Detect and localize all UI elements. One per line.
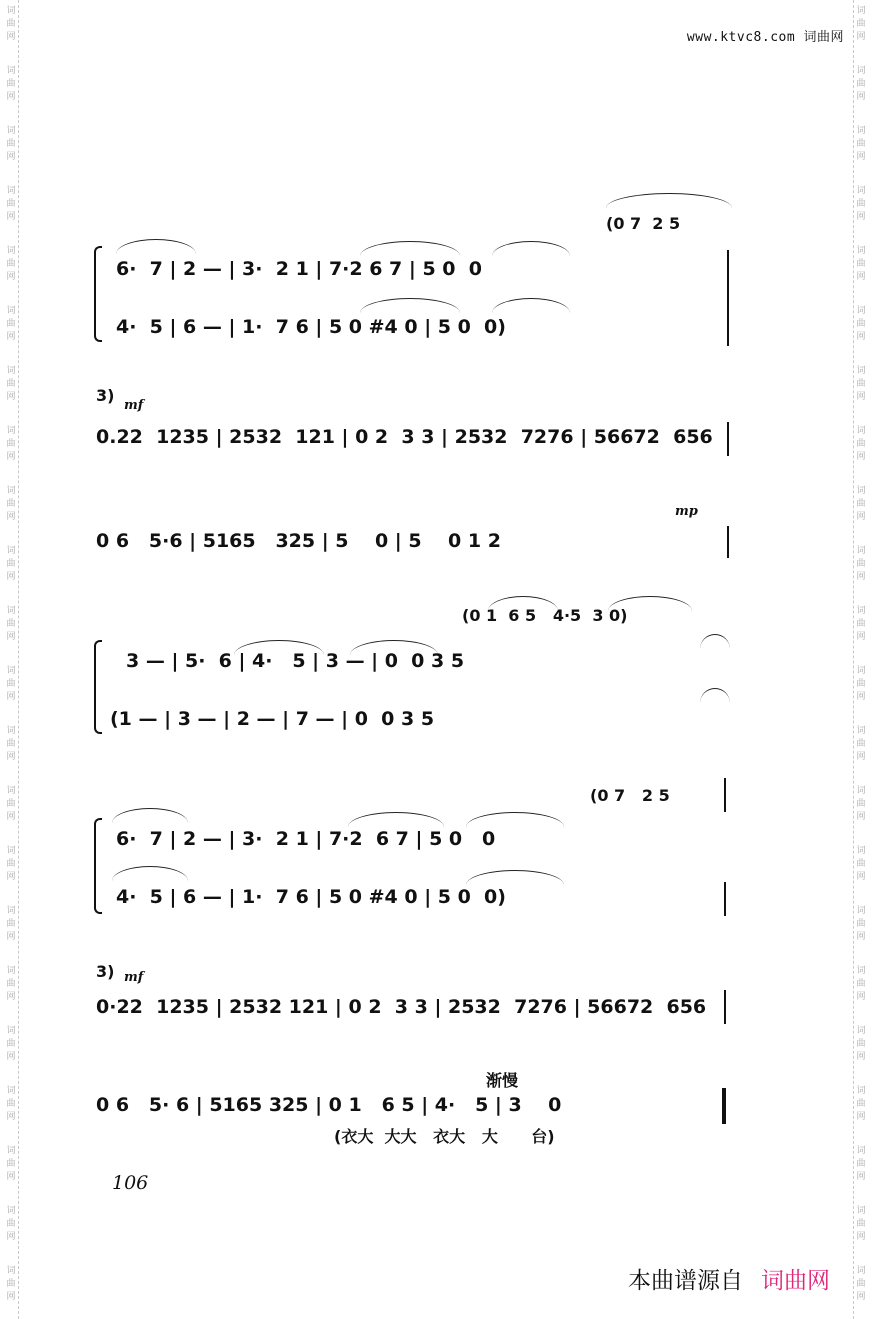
side-watermark-glyph: 曲	[6, 439, 16, 449]
side-watermark-glyph: 网	[6, 452, 16, 462]
side-watermark-glyph: 曲	[856, 79, 866, 89]
side-watermark-glyph: 网	[6, 512, 16, 522]
side-watermark-glyph: 网	[856, 152, 866, 162]
side-watermark-glyph: 网	[856, 272, 866, 282]
bracket-line-1: (0 7 2 5	[606, 214, 681, 233]
side-watermark-glyph: 网	[856, 992, 866, 1002]
side-watermark-glyph: 词	[856, 6, 866, 16]
side-watermark-glyph: 曲	[856, 1039, 866, 1049]
side-watermark-glyph: 曲	[856, 379, 866, 389]
slur	[348, 812, 444, 827]
side-watermark-glyph: 词	[6, 1146, 16, 1156]
side-watermark-glyph: 词	[856, 1266, 866, 1276]
bracket-line-5: (0 7 2 5	[590, 786, 670, 805]
side-watermark-glyph: 曲	[6, 679, 16, 689]
side-watermark-glyph: 网	[856, 1232, 866, 1242]
side-watermark-glyph: 词	[856, 786, 866, 796]
side-watermark-glyph: 曲	[6, 79, 16, 89]
side-watermark-glyph: 曲	[856, 739, 866, 749]
side-watermark-glyph: 词	[856, 246, 866, 256]
side-watermark-glyph: 网	[6, 1052, 16, 1062]
bracket-line-4: (0 1 6 5 4·5 3 0)	[462, 606, 628, 625]
side-watermark-glyph: 词	[856, 1026, 866, 1036]
side-watermark-glyph: 词	[6, 966, 16, 976]
side-watermark-glyph: 词	[856, 1086, 866, 1096]
side-watermark-glyph: 曲	[856, 799, 866, 809]
side-watermark-glyph: 词	[856, 846, 866, 856]
side-watermark-glyph: 网	[6, 692, 16, 702]
barline	[727, 422, 729, 456]
side-watermark-glyph: 曲	[6, 319, 16, 329]
side-watermark-glyph: 曲	[856, 319, 866, 329]
page-number: 106	[112, 1172, 149, 1194]
side-watermark-glyph: 词	[6, 726, 16, 736]
side-watermark-glyph: 网	[856, 812, 866, 822]
side-watermark-glyph: 词	[6, 666, 16, 676]
side-watermark-glyph: 网	[856, 572, 866, 582]
side-watermark-glyph: 曲	[6, 1039, 16, 1049]
side-watermark-glyph: 网	[856, 392, 866, 402]
percussion-lyrics: (衣大 大大 衣大 大 台)	[334, 1127, 555, 1146]
side-watermark-glyph: 网	[6, 92, 16, 102]
melody-line-7: 0 6 5· 6 | 5165 325 | 0 1 6 5 | 4· 5 | 3 0	[96, 1094, 562, 1116]
left-margin-strip	[4, 0, 19, 1319]
side-watermark-glyph: 网	[856, 92, 866, 102]
footer-brand-link[interactable]: 词曲网	[761, 1268, 830, 1294]
side-watermark-glyph: 网	[6, 572, 16, 582]
melody-line-3: 0 6 5·6 | 5165 325 | 5 0 | 5 0 1 2	[96, 530, 501, 552]
side-watermark-glyph: 曲	[6, 499, 16, 509]
side-watermark-glyph: 词	[6, 306, 16, 316]
side-watermark-glyph: 曲	[856, 1219, 866, 1229]
side-watermark-glyph: 词	[6, 1206, 16, 1216]
side-watermark-glyph: 词	[856, 186, 866, 196]
side-watermark-glyph: 网	[6, 812, 16, 822]
side-watermark-glyph: 曲	[856, 259, 866, 269]
side-watermark-glyph: 词	[856, 1146, 866, 1156]
lower-voice-1: 4· 5 | 6 — | 1· 7 6 | 5 0 #4 0 | 5 0 0)	[116, 316, 506, 338]
slur	[360, 298, 460, 313]
pickup-2: 3)	[96, 386, 115, 405]
slur	[116, 239, 196, 254]
side-watermark-glyph: 曲	[6, 19, 16, 29]
side-watermark-glyph: 曲	[856, 679, 866, 689]
barline	[724, 990, 726, 1024]
side-watermark-glyph: 网	[6, 152, 16, 162]
side-watermark-glyph: 曲	[6, 919, 16, 929]
staff-brace	[94, 640, 102, 734]
upper-voice-5: 6· 7 | 2 — | 3· 2 1 | 7·2 6 7 | 5 0 0	[116, 828, 496, 850]
side-watermark-glyph: 词	[856, 546, 866, 556]
dynamic-mp: mp	[675, 504, 698, 519]
side-watermark-glyph: 曲	[856, 859, 866, 869]
side-watermark-glyph: 词	[6, 546, 16, 556]
side-watermark-glyph: 词	[6, 1266, 16, 1276]
side-watermark-glyph: 词	[6, 66, 16, 76]
side-watermark-glyph: 网	[856, 1292, 866, 1302]
side-watermark-glyph: 词	[856, 486, 866, 496]
side-watermark-glyph: 词	[6, 186, 16, 196]
side-watermark-glyph: 网	[6, 992, 16, 1002]
side-watermark-glyph: 曲	[856, 979, 866, 989]
side-watermark-glyph: 曲	[6, 259, 16, 269]
slur	[360, 241, 460, 256]
slur	[112, 866, 188, 881]
dynamic-mf-1: mf	[124, 398, 144, 413]
side-watermark-glyph: 网	[6, 1292, 16, 1302]
side-watermark-glyph: 词	[6, 846, 16, 856]
lower-voice-5: 4· 5 | 6 — | 1· 7 6 | 5 0 #4 0 | 5 0 0)	[116, 886, 506, 908]
slur	[112, 808, 188, 823]
side-watermark-glyph: 网	[6, 1172, 16, 1182]
side-watermark-glyph: 词	[856, 606, 866, 616]
side-watermark-glyph: 词	[856, 906, 866, 916]
side-watermark-glyph: 网	[856, 1052, 866, 1062]
staff-brace	[94, 818, 102, 914]
staff-brace	[94, 246, 102, 342]
upper-voice-1: 6· 7 | 2 — | 3· 2 1 | 7·2 6 7 | 5 0 0	[116, 258, 482, 280]
side-watermark-glyph: 网	[856, 332, 866, 342]
side-watermark-glyph: 词	[856, 66, 866, 76]
footer-credit	[628, 1262, 830, 1295]
side-watermark-glyph: 曲	[6, 1219, 16, 1229]
barline	[724, 778, 726, 812]
right-margin-strip	[853, 0, 868, 1319]
side-watermark-glyph: 网	[856, 932, 866, 942]
side-watermark-glyph: 网	[6, 392, 16, 402]
side-watermark-glyph: 词	[856, 666, 866, 676]
side-watermark-glyph: 词	[856, 126, 866, 136]
side-watermark-glyph: 词	[6, 1086, 16, 1096]
side-watermark-glyph: 词	[6, 366, 16, 376]
side-watermark-glyph: 曲	[856, 499, 866, 509]
barline	[724, 882, 726, 916]
tempo-marking: 渐慢	[486, 1071, 519, 1090]
side-watermark-glyph: 网	[856, 32, 866, 42]
side-watermark-glyph: 词	[856, 726, 866, 736]
side-watermark-glyph: 曲	[6, 619, 16, 629]
side-watermark-glyph: 曲	[6, 1159, 16, 1169]
side-watermark-glyph: 曲	[6, 1099, 16, 1109]
side-watermark-glyph: 曲	[6, 1279, 16, 1289]
side-watermark-glyph: 曲	[856, 559, 866, 569]
side-watermark-glyph: 曲	[856, 619, 866, 629]
pickup-6: 3)	[96, 962, 115, 981]
side-watermark-glyph: 网	[6, 332, 16, 342]
side-watermark-glyph: 网	[856, 212, 866, 222]
side-watermark-glyph: 网	[6, 872, 16, 882]
side-watermark-glyph: 词	[856, 1206, 866, 1216]
side-watermark-glyph: 词	[6, 6, 16, 16]
slur	[466, 812, 564, 827]
melody-line-6: 0·22 1235 | 2532 121 | 0 2 3 3 | 2532 7276 | 56672 656	[96, 996, 707, 1018]
barline	[727, 526, 729, 558]
footer-source: 本曲谱源自	[628, 1268, 743, 1294]
site-url[interactable]: www.ktvc8.com 词曲网	[686, 30, 844, 45]
side-watermark-glyph: 网	[6, 1232, 16, 1242]
side-watermark-glyph: 网	[856, 1172, 866, 1182]
side-watermark-glyph: 词	[6, 606, 16, 616]
side-watermark-glyph: 词	[6, 246, 16, 256]
side-watermark-glyph: 词	[6, 1026, 16, 1036]
side-watermark-glyph: 词	[6, 906, 16, 916]
side-watermark-glyph: 曲	[856, 1099, 866, 1109]
side-watermark-glyph: 曲	[856, 199, 866, 209]
side-watermark-glyph: 曲	[856, 439, 866, 449]
dynamic-mf-2: mf	[124, 970, 144, 985]
side-watermark-glyph: 词	[6, 786, 16, 796]
side-watermark-glyph: 曲	[6, 379, 16, 389]
slur	[492, 298, 570, 313]
side-watermark-glyph: 网	[6, 32, 16, 42]
side-watermark-glyph: 曲	[856, 19, 866, 29]
side-watermark-glyph: 词	[856, 366, 866, 376]
barline	[727, 250, 729, 346]
side-watermark-glyph: 曲	[6, 139, 16, 149]
side-watermark-glyph: 曲	[6, 559, 16, 569]
side-watermark-glyph: 曲	[856, 1159, 866, 1169]
side-watermark-glyph: 网	[856, 692, 866, 702]
side-watermark-glyph: 网	[856, 1112, 866, 1122]
slur	[466, 870, 564, 885]
side-watermark-glyph: 网	[856, 512, 866, 522]
slur	[700, 688, 730, 703]
side-watermark-glyph: 曲	[6, 799, 16, 809]
side-watermark-glyph: 曲	[6, 979, 16, 989]
lower-voice-4: (1 — | 3 — | 2 — | 7 — | 0 0 3 5	[110, 708, 435, 730]
side-watermark-glyph: 网	[6, 1112, 16, 1122]
side-watermark-glyph: 网	[6, 932, 16, 942]
side-watermark-glyph: 词	[6, 486, 16, 496]
side-watermark-glyph: 网	[6, 212, 16, 222]
slur	[606, 193, 732, 208]
side-watermark-glyph: 曲	[6, 739, 16, 749]
side-watermark-glyph: 网	[856, 452, 866, 462]
side-watermark-glyph: 网	[856, 752, 866, 762]
side-watermark-glyph: 网	[856, 872, 866, 882]
side-watermark-glyph: 曲	[6, 859, 16, 869]
final-barline	[722, 1088, 726, 1124]
side-watermark-glyph: 词	[6, 126, 16, 136]
side-watermark-glyph: 网	[6, 272, 16, 282]
side-watermark-glyph: 曲	[856, 919, 866, 929]
side-watermark-glyph: 曲	[856, 139, 866, 149]
melody-line-2: 0.22 1235 | 2532 121 | 0 2 3 3 | 2532 7276 | 56672 656	[96, 426, 713, 448]
upper-voice-4: 3 — | 5· 6 | 4· 5 | 3 — | 0 0 3 5	[126, 650, 465, 672]
side-watermark-glyph: 网	[856, 632, 866, 642]
side-watermark-glyph: 网	[6, 632, 16, 642]
side-watermark-glyph: 词	[856, 966, 866, 976]
side-watermark-glyph: 词	[856, 306, 866, 316]
side-watermark-glyph: 曲	[6, 199, 16, 209]
side-watermark-glyph: 词	[6, 426, 16, 436]
side-watermark-glyph: 曲	[856, 1279, 866, 1289]
side-watermark-glyph: 词	[856, 426, 866, 436]
slur	[700, 634, 730, 649]
slur	[492, 241, 570, 256]
side-watermark-glyph: 网	[6, 752, 16, 762]
